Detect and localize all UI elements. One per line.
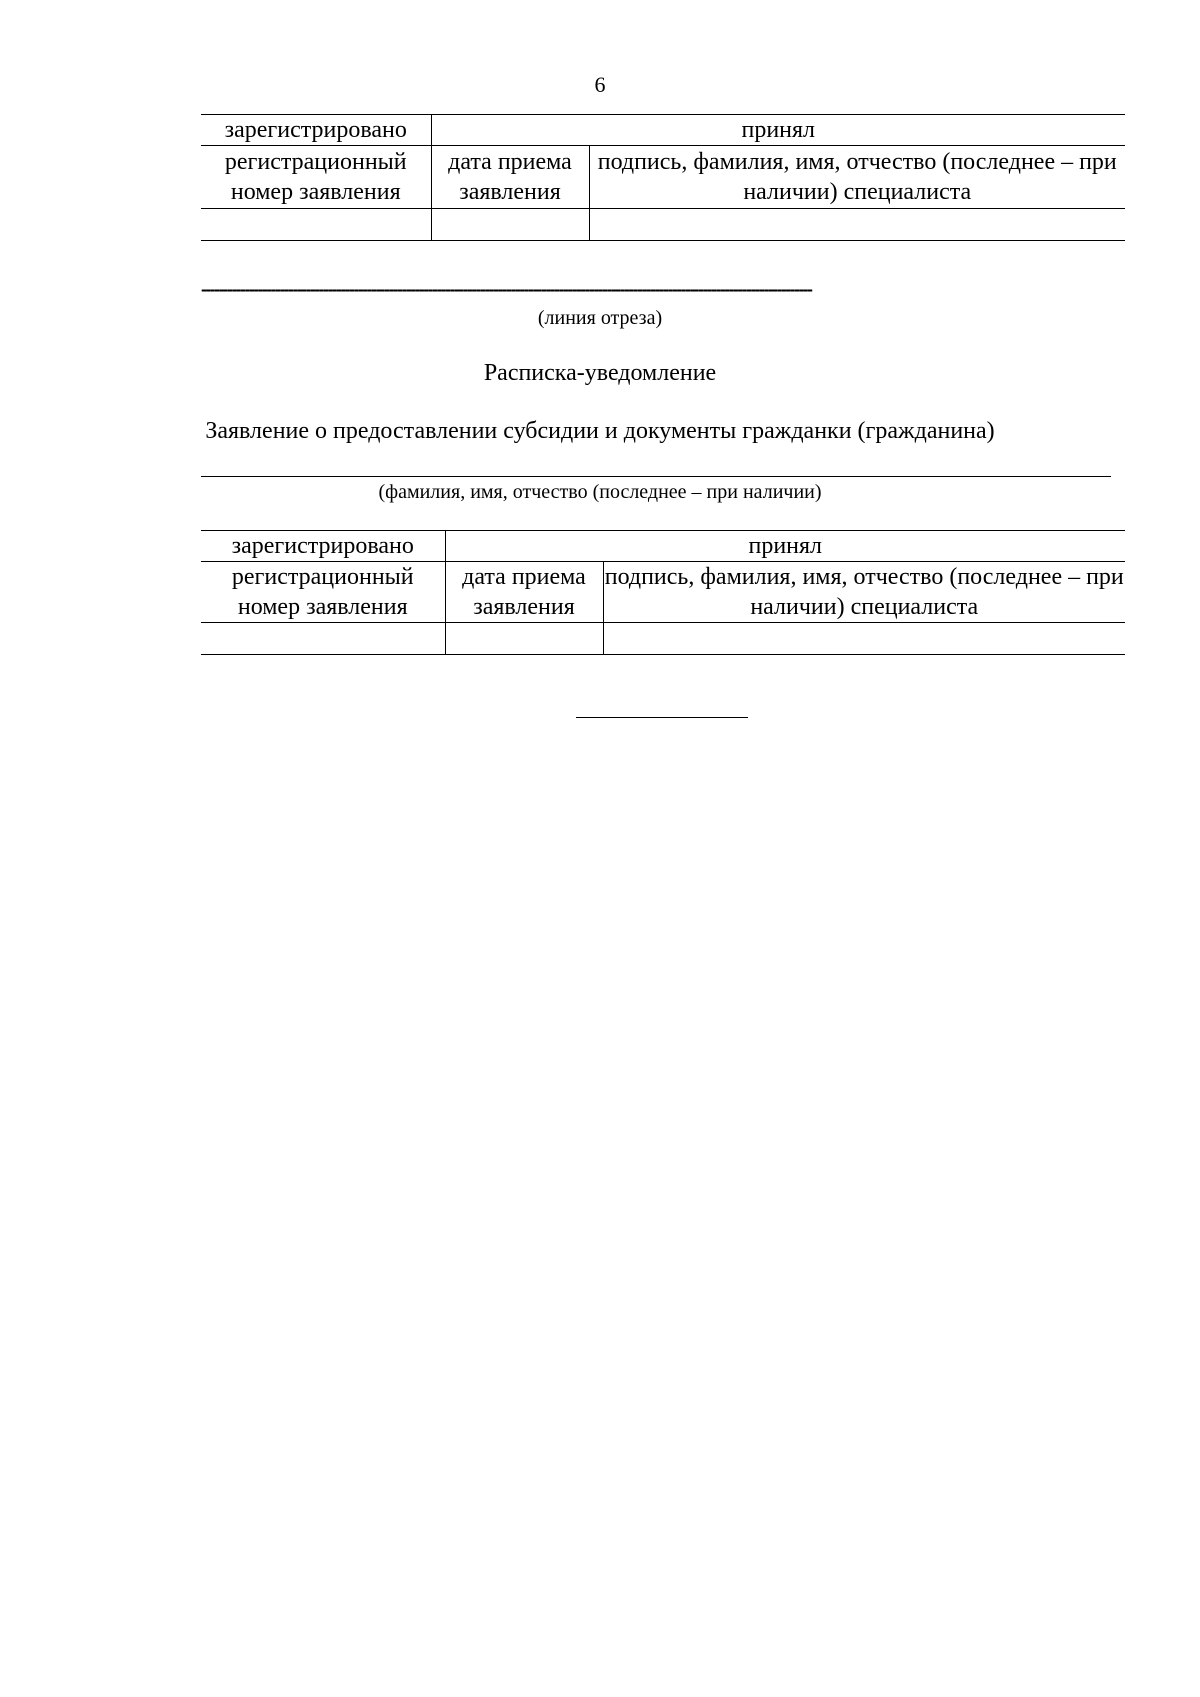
citizen-name-caption: (фамилия, имя, отчество (последнее – при наличии) [378,481,822,503]
citizen-name-line[interactable] [201,476,1111,477]
col-registration-number: регистрационный номер заявления [201,146,431,209]
col-acceptance-date: дата приема заявления [445,562,603,623]
header-accepted: принял [445,531,1125,562]
receipt-title: Расписка-уведомление [483,360,717,386]
col-specialist-signature: подпись, фамилия, имя, отчество (последнее – при наличии) специалиста [589,146,1125,209]
cell-specialist-signature[interactable] [589,209,1125,241]
cell-acceptance-date[interactable] [445,623,603,655]
cell-acceptance-date[interactable] [431,209,589,241]
registration-table-top [201,114,1125,241]
header-registered: зарегистрировано [201,115,431,146]
col-registration-number: регистрационный номер заявления [201,562,445,623]
cell-registration-number[interactable] [201,209,431,241]
cut-line: -------------------------------------------------------------------------------------------------------------------------------------------- [201,280,812,299]
header-registered: зарегистрировано [201,531,445,562]
cut-line-caption: (линия отреза) [537,307,663,329]
statement-text: Заявление о предоставлении субсидии и документы гражданки (гражданина) [205,418,995,444]
end-of-document-rule [576,717,748,718]
page-number: 6 [594,72,606,97]
cell-registration-number[interactable] [201,623,445,655]
header-accepted: принял [431,115,1125,146]
cell-specialist-signature[interactable] [603,623,1125,655]
col-specialist-signature: подпись, фамилия, имя, отчество (последнее – при наличии) специалиста [603,562,1125,623]
col-acceptance-date: дата приема заявления [431,146,589,209]
registration-table-bottom [201,530,1125,655]
